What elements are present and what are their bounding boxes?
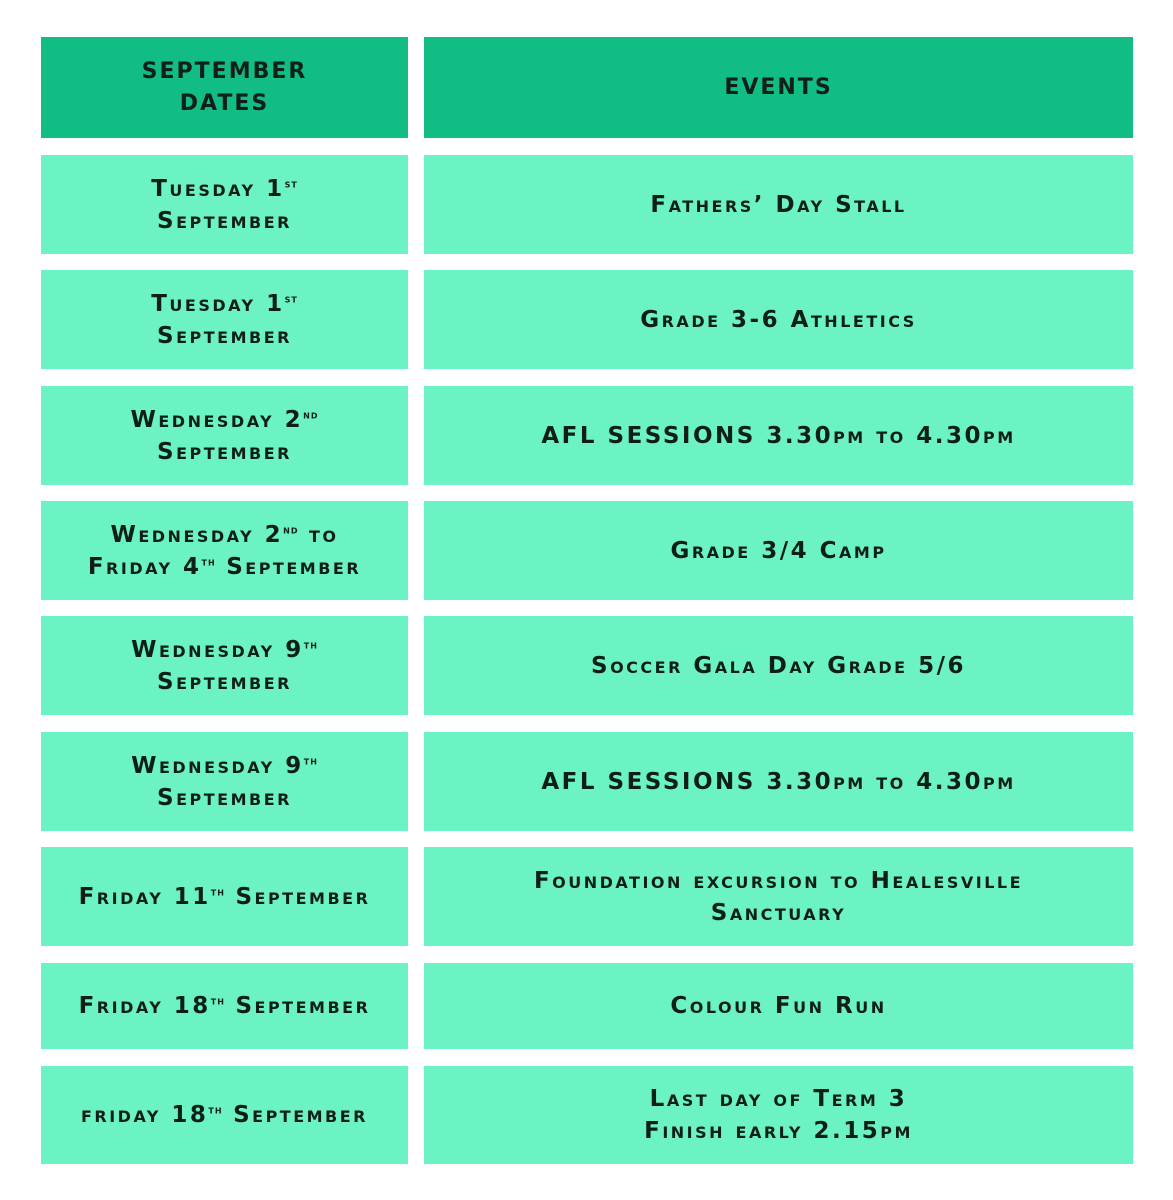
date-line — [131, 404, 319, 436]
date-text: Friday 4 — [87, 553, 202, 580]
event-text: Sanctuary — [710, 899, 847, 926]
event-text: Soccer Gala Day Grade 5/6 — [591, 652, 966, 679]
date-ordinal-suffix: th — [201, 553, 216, 568]
event-text: Last day of Term 3 — [649, 1086, 908, 1112]
date-ordinal-suffix: nd — [283, 521, 299, 536]
events-header-label: EVENTS — [724, 74, 833, 100]
date-text: Friday 18 — [78, 993, 211, 1019]
date-text: Tuesday 1 — [151, 175, 285, 202]
date-ordinal-suffix: th — [303, 752, 318, 767]
date-cell — [41, 616, 408, 715]
date-text: September — [157, 784, 292, 811]
dates-header-line2: DATES — [179, 90, 270, 116]
date-line — [88, 551, 361, 583]
date-text: Friday 11 — [78, 883, 211, 910]
event-cell — [424, 732, 1133, 831]
date-text: September — [157, 668, 292, 695]
event-cell — [424, 1066, 1133, 1164]
date-line — [151, 288, 298, 320]
date-line — [81, 1099, 368, 1131]
dates-column-header — [41, 37, 408, 138]
date-line — [79, 881, 371, 913]
event-cell — [424, 616, 1133, 715]
event-text: Foundation excursion to Healesville — [533, 867, 1024, 894]
date-text-after: to — [298, 521, 339, 548]
date-line — [79, 990, 371, 1022]
date-line — [131, 782, 318, 814]
event-cell — [424, 155, 1133, 254]
date-cell — [41, 1066, 408, 1164]
date-text-after: September — [224, 993, 371, 1019]
date-ordinal-suffix: nd — [303, 406, 319, 421]
date-text: Wednesday 9 — [131, 636, 304, 663]
date-line — [131, 750, 318, 782]
date-text: Wednesday 2 — [110, 521, 284, 548]
event-cell — [424, 847, 1133, 946]
event-text: Fathers’ Day Stall — [650, 191, 907, 218]
date-ordinal-suffix: st — [284, 290, 298, 305]
event-text: Colour Fun Run — [670, 993, 887, 1019]
event-cell — [424, 963, 1133, 1049]
event-text: AFL SESSIONS 3.30pm to 4.30pm — [541, 768, 1016, 795]
event-cell — [424, 386, 1133, 485]
date-cell — [41, 963, 408, 1049]
date-line — [151, 173, 298, 205]
event-text: Grade 3/4 Camp — [670, 537, 887, 564]
date-line — [151, 205, 298, 237]
date-ordinal-suffix: th — [208, 1102, 223, 1117]
date-text: Tuesday 1 — [151, 290, 285, 317]
date-line — [151, 320, 298, 352]
events-column-header — [424, 37, 1133, 138]
date-text: Wednesday 2 — [130, 406, 304, 433]
date-cell — [41, 386, 408, 485]
date-text-after: September — [215, 553, 362, 580]
event-text: Finish early 2.15pm — [644, 1118, 913, 1144]
date-line — [131, 634, 318, 666]
date-cell — [41, 155, 408, 254]
date-ordinal-suffix: th — [303, 636, 318, 651]
date-ordinal-suffix: th — [210, 883, 225, 898]
date-text: friday 18 — [80, 1102, 209, 1128]
date-text: September — [157, 207, 292, 234]
date-cell — [41, 847, 408, 946]
date-cell — [41, 270, 408, 369]
date-cell — [41, 501, 408, 600]
date-line — [131, 666, 318, 698]
event-text: Grade 3-6 Athletics — [640, 306, 917, 333]
date-line — [131, 436, 319, 468]
date-text-after: September — [224, 883, 371, 910]
date-cell — [41, 732, 408, 831]
event-text: AFL SESSIONS 3.30pm to 4.30pm — [541, 422, 1016, 449]
date-ordinal-suffix: st — [284, 175, 298, 190]
event-cell — [424, 501, 1133, 600]
date-text: September — [157, 438, 292, 465]
date-line — [88, 519, 361, 551]
event-cell — [424, 270, 1133, 369]
dates-header-line1: SEPTEMBER — [141, 58, 308, 84]
date-text-after: September — [222, 1102, 369, 1128]
date-text: Wednesday 9 — [131, 752, 304, 779]
date-ordinal-suffix: th — [210, 993, 225, 1008]
date-text: September — [157, 322, 292, 349]
